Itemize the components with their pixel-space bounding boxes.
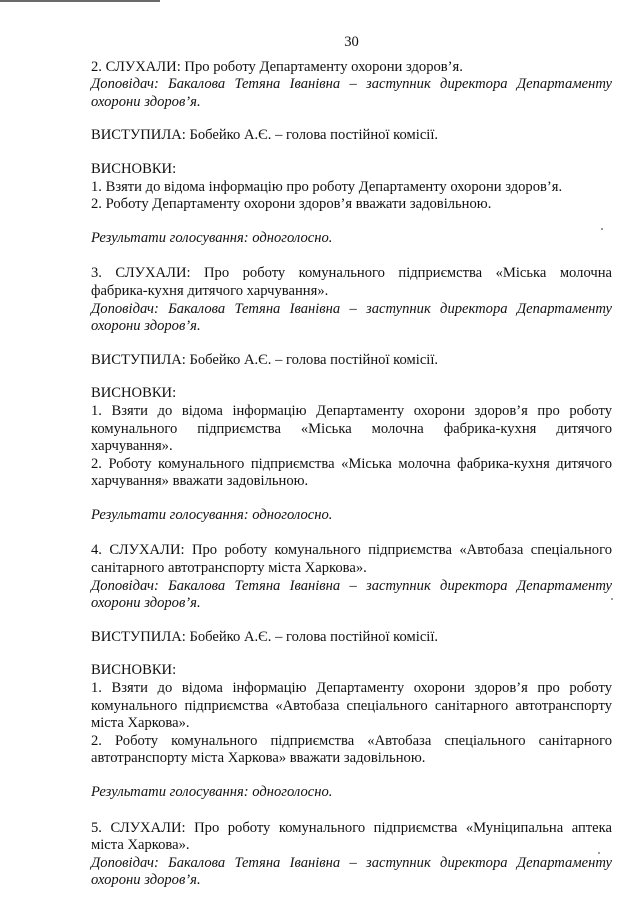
heard-line: санітарного автотранспорту міста Харкова». xyxy=(91,560,367,577)
agenda-item-5 xyxy=(91,820,612,890)
reporter-line: охорони здоров’я. xyxy=(91,595,201,612)
reporter-line: охорони здоров’я. xyxy=(91,93,201,110)
conclusion-line: 2. Роботу комунального підприємства «Автобаза спеціального санітарного xyxy=(91,732,612,749)
conclusion-line: 1. Взяти до відома інформацію Департаменту охорони здоров’я про роботу xyxy=(91,402,612,419)
heard-line: 4. СЛУХАЛИ: Про роботу комунального підприємства «Автобаза спеціального xyxy=(91,542,612,559)
heard-line: міста Харкова». xyxy=(91,837,190,854)
conclusion-line: 2. Роботу Департаменту охорони здоров’я вважати задовільною. xyxy=(91,196,492,213)
conclusion-line: міста Харкова». xyxy=(91,715,190,732)
spoke-line: ВИСТУПИЛА: Бобейко А.Є. – голова постійної комісії. xyxy=(91,127,439,144)
heard-line: фабрика-кухня дитячого харчування». xyxy=(91,282,329,299)
scan-speck xyxy=(611,598,613,600)
scan-speck xyxy=(598,852,600,854)
vote-result: Результати голосування: одноголосно. xyxy=(91,784,333,800)
conclusions-heading: ВИСНОВКИ: xyxy=(91,662,177,679)
page-number: 30 xyxy=(344,34,359,50)
document-page xyxy=(91,34,612,890)
heard-line: 3. СЛУХАЛИ: Про роботу комунального підприємства «Міська молочна xyxy=(91,265,612,282)
spoke-line: ВИСТУПИЛА: Бобейко А.Є. – голова постійної комісії. xyxy=(91,351,439,368)
conclusion-line: комунального підприємства «Автобаза спеціального санітарного автотранспорту xyxy=(91,697,612,714)
agenda-item-3 xyxy=(91,265,612,524)
vote-result: Результати голосування: одноголосно. xyxy=(91,506,333,523)
reporter-line: охорони здоров’я. xyxy=(91,318,201,335)
reporter-line: Доповідач: Бакалова Тетяна Іванівна – заступник директора Департаменту xyxy=(91,300,612,317)
reporter-line: охорони здоров’я. xyxy=(91,872,201,889)
conclusion-line: харчування» вважати задовільною. xyxy=(91,473,309,490)
agenda-item-4 xyxy=(91,542,612,801)
reporter-line: Доповідач: Бакалова Тетяна Іванівна – заступник директора Департаменту xyxy=(91,577,612,594)
conclusion-line: 1. Взяти до відома інформацію Департаменту охорони здоров’я про роботу xyxy=(91,680,612,697)
scan-speck xyxy=(601,228,603,230)
conclusion-line: 1. Взяти до відома інформацію про роботу Департаменту охорони здоров’я. xyxy=(91,178,563,195)
agenda-item-2 xyxy=(91,59,612,248)
heard-line: 2. СЛУХАЛИ: Про роботу Департаменту охорони здоров’я. xyxy=(91,58,463,75)
reporter-line: Доповідач: Бакалова Тетяна Іванівна – заступник директора Департаменту xyxy=(91,854,612,871)
conclusions-heading: ВИСНОВКИ: xyxy=(91,160,177,177)
conclusions-heading: ВИСНОВКИ: xyxy=(91,385,177,402)
scan-top-rule xyxy=(0,0,160,2)
vote-result: Результати голосування: одноголосно. xyxy=(91,229,333,246)
reporter-line: Доповідач: Бакалова Тетяна Іванівна – заступник директора Департаменту xyxy=(91,76,612,93)
conclusion-line: автотранспорту міста Харкова» вважати задовільною. xyxy=(91,750,426,767)
spoke-line: ВИСТУПИЛА: Бобейко А.Є. – голова постійної комісії. xyxy=(91,628,439,645)
heard-line: 5. СЛУХАЛИ: Про роботу комунального підприємства «Муніципальна аптека xyxy=(91,819,612,836)
conclusion-line: 2. Роботу комунального підприємства «Міська молочна фабрика-кухня дитячого xyxy=(91,455,612,472)
conclusion-line: комунального підприємства «Міська молочна фабрика-кухня дитячого xyxy=(91,420,612,437)
conclusion-line: харчування». xyxy=(91,438,173,455)
